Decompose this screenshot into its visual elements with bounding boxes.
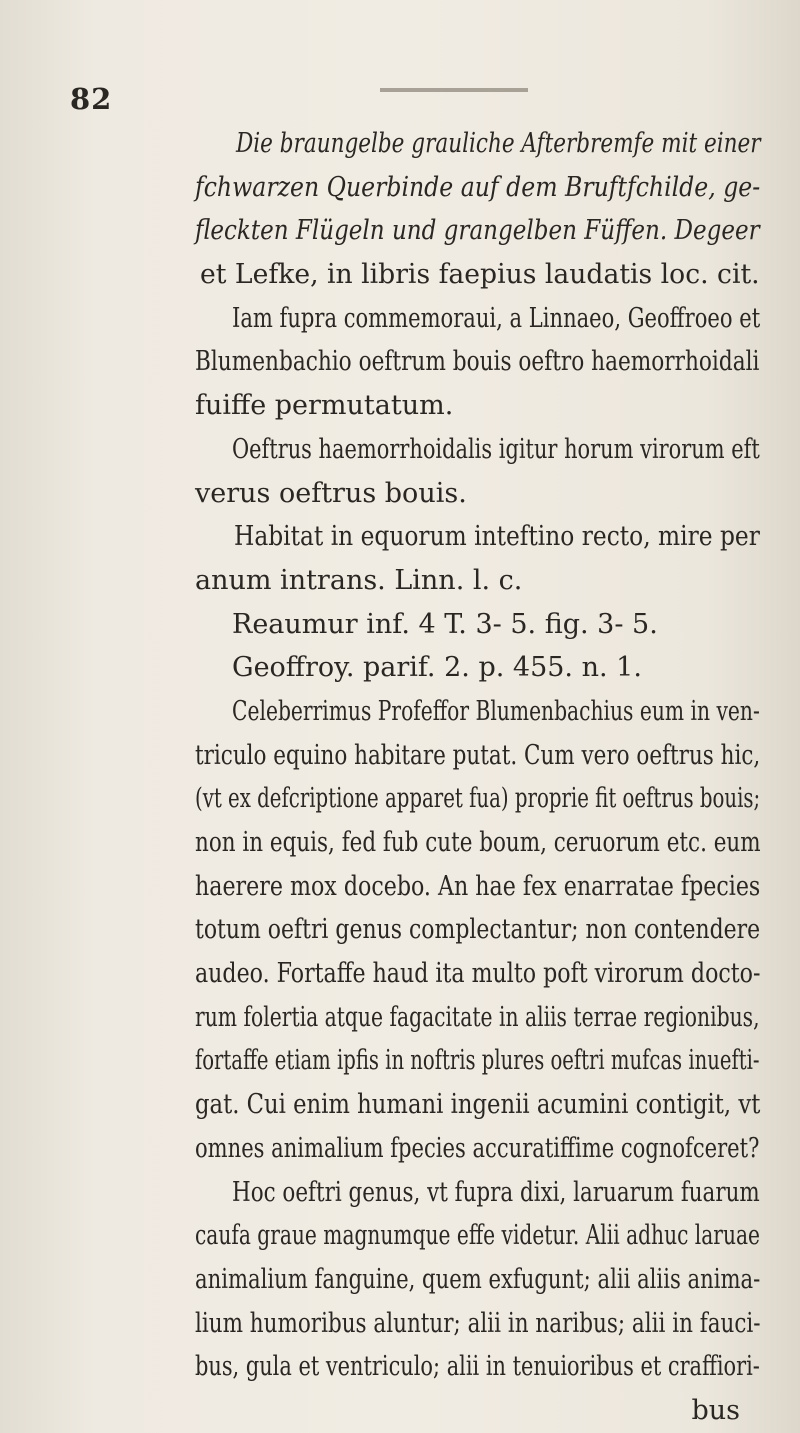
text-line: Oeftrus haemorrhoidalis igitur horum virorum eft: [232, 434, 760, 465]
text-line: audeo. Fortaffe haud ita multo poft virorum docto-: [195, 958, 761, 989]
text-line: Celeberrimus Profeffor Blumenbachius eum in ven-: [232, 696, 760, 727]
text-line: bus, gula et ventriculo; alii in tenuioribus et craffiori-: [195, 1351, 760, 1382]
text-line: Die braungelbe grauliche Afterbremfe mit einer: [236, 128, 761, 159]
page-number: 82: [70, 82, 113, 116]
text-line: totum oeftri genus complectantur; non contendere: [195, 914, 761, 945]
text-line: lium humoribus aluntur; alii in naribus; alii in fauci-: [195, 1308, 761, 1339]
text-line: caufa graue magnumque effe videtur. Alii adhuc laruae: [195, 1220, 760, 1251]
text-line: omnes animalium fpecies accuratiffime cognofceret?: [195, 1133, 760, 1164]
header-rule: [380, 88, 528, 92]
text-line: anum intrans. Linn. l. c.: [195, 565, 523, 596]
text-line: fortaffe etiam ipfis in noftris plures oeftri mufcas inuefti-: [195, 1045, 760, 1076]
text-line: Reaumur inf. 4 T. 3- 5. fig. 3- 5.: [232, 609, 658, 640]
text-line: fchwarzen Querbinde auf dem Bruftfchilde, ge-: [195, 172, 761, 203]
text-line: (vt ex defcriptione apparet fua) proprie fit oeftrus bouis;: [195, 783, 761, 814]
text-line: fuiffe permutatum.: [195, 390, 454, 421]
text-line: Geoffroy. parif. 2. p. 455. n. 1.: [232, 652, 642, 683]
text-line: bus: [691, 1395, 740, 1426]
text-line: rum folertia atque fagacitate in aliis terrae regionibus,: [195, 1002, 760, 1033]
text-line: haerere mox docebo. An hae fex enarratae fpecies: [195, 871, 761, 902]
text-line: Habitat in equorum inteftino recto, mire per: [234, 521, 760, 552]
text-line: fleckten Flügeln und grangelben Füffen. Degeer: [195, 215, 760, 246]
text-line: et Lefke, in libris faepius laudatis loc. cit.: [200, 259, 760, 290]
page-header: [0, 0, 800, 130]
text-line: animalium fanguine, quem exfugunt; alii aliis anima-: [195, 1264, 761, 1295]
text-line: Blumenbachio oeftrum bouis oeftro haemorrhoidali: [195, 346, 760, 377]
text-line: Hoc oeftri genus, vt fupra dixi, laruarum fuarum: [232, 1177, 760, 1208]
text-line: verus oeftrus bouis.: [195, 478, 467, 509]
text-line: gat. Cui enim humani ingenii acumini contigit, vt: [195, 1089, 761, 1120]
text-line: triculo equino habitare putat. Cum vero oeftrus hic,: [195, 740, 761, 771]
text-line: Iam fupra commemoraui, a Linnaeo, Geoffroeo et: [232, 303, 761, 334]
text-line: non in equis, fed fub cute boum, ceruorum etc. eum: [195, 827, 761, 858]
